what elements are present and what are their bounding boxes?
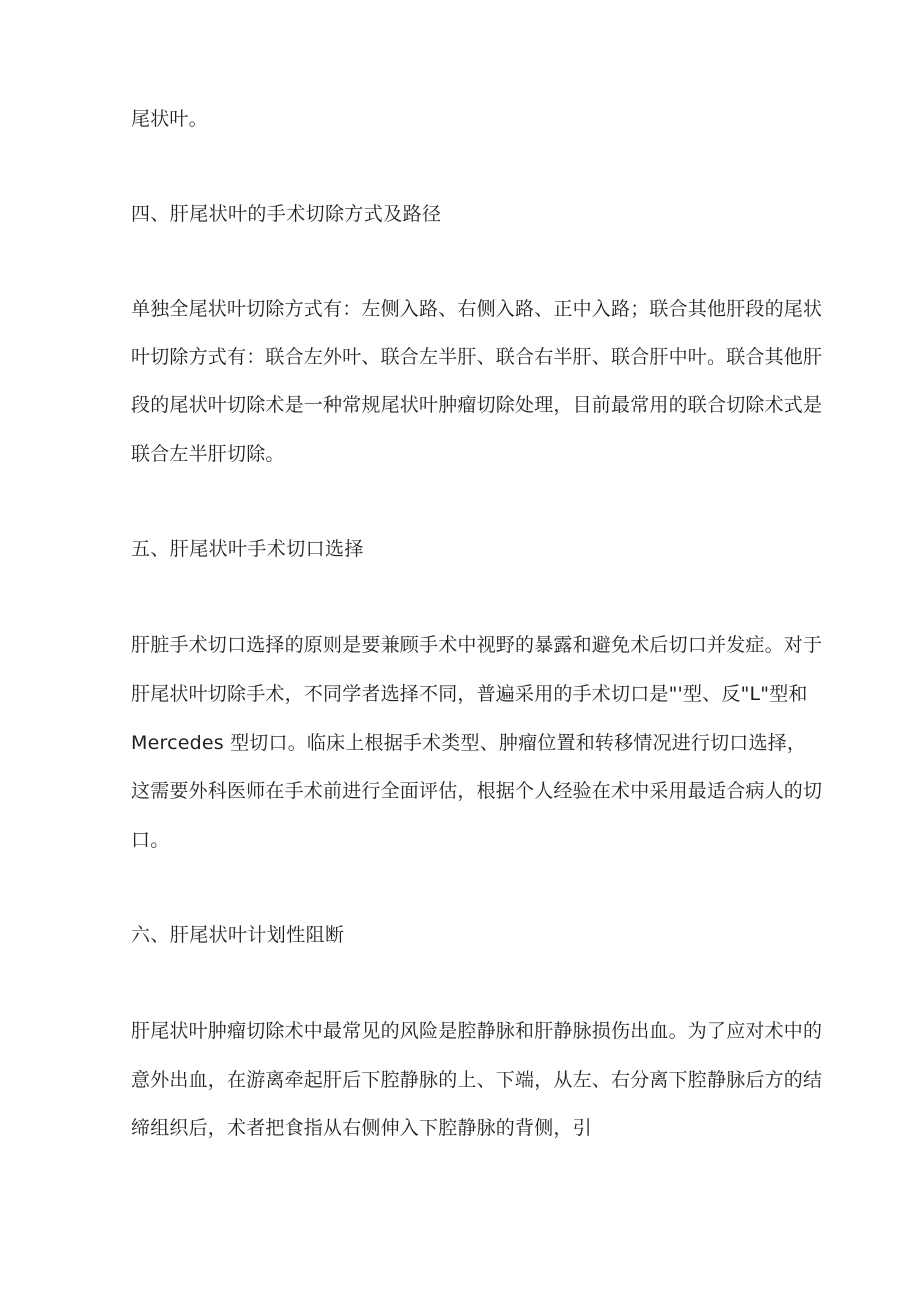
paragraph-line: 单独全尾状叶切除方式有：左侧入路、右侧入路、正中入路；联合其他肝段的尾状 [131, 298, 823, 320]
paragraph-line: 肝尾状叶切除手术，不同学者选择不同，普遍采用的手术切口是"'型、反"L"型和 [131, 683, 808, 705]
paragraph-line: 联合左半肝切除。 [131, 443, 285, 465]
paragraph-line: 意外出血，在游离牵起肝后下腔静脉的上、下端，从左、右分离下腔静脉后方的结 [131, 1069, 823, 1091]
paragraph-line: 缔组织后，术者把食指从右侧伸入下腔静脉的背侧，引 [131, 1117, 592, 1139]
paragraph-line: 肝脏手术切口选择的原则是要兼顾手术中视野的暴露和避免术后切口并发症。对于 [131, 634, 823, 656]
section-heading-4: 四、肝尾状叶的手术切除方式及路径 [131, 203, 442, 225]
section-heading-5: 五、肝尾状叶手术切口选择 [131, 538, 364, 560]
paragraph-line: 段的尾状叶切除术是一种常规尾状叶肿瘤切除处理，目前最常用的联合切除术式是 [131, 394, 823, 416]
paragraph-line: 这需要外科医师在手术前进行全面评估，根据个人经验在术中采用最适合病人的切 [131, 780, 823, 802]
section-heading-6: 六、肝尾状叶计划性阻断 [131, 924, 345, 946]
paragraph-line: 叶切除方式有：联合左外叶、联合左半肝、联合右半肝、联合肝中叶。联合其他肝 [131, 346, 823, 368]
paragraph-line: Mercedes 型切口。临床上根据手术类型、肿瘤位置和转移情况进行切口选择， [131, 732, 807, 754]
paragraph-line: 肝尾状叶肿瘤切除术中最常见的风险是腔静脉和肝静脉损伤出血。为了应对术中的 [131, 1020, 823, 1042]
paragraph-line: 口。 [131, 829, 170, 851]
paragraph-line: 尾状叶。 [131, 108, 208, 130]
